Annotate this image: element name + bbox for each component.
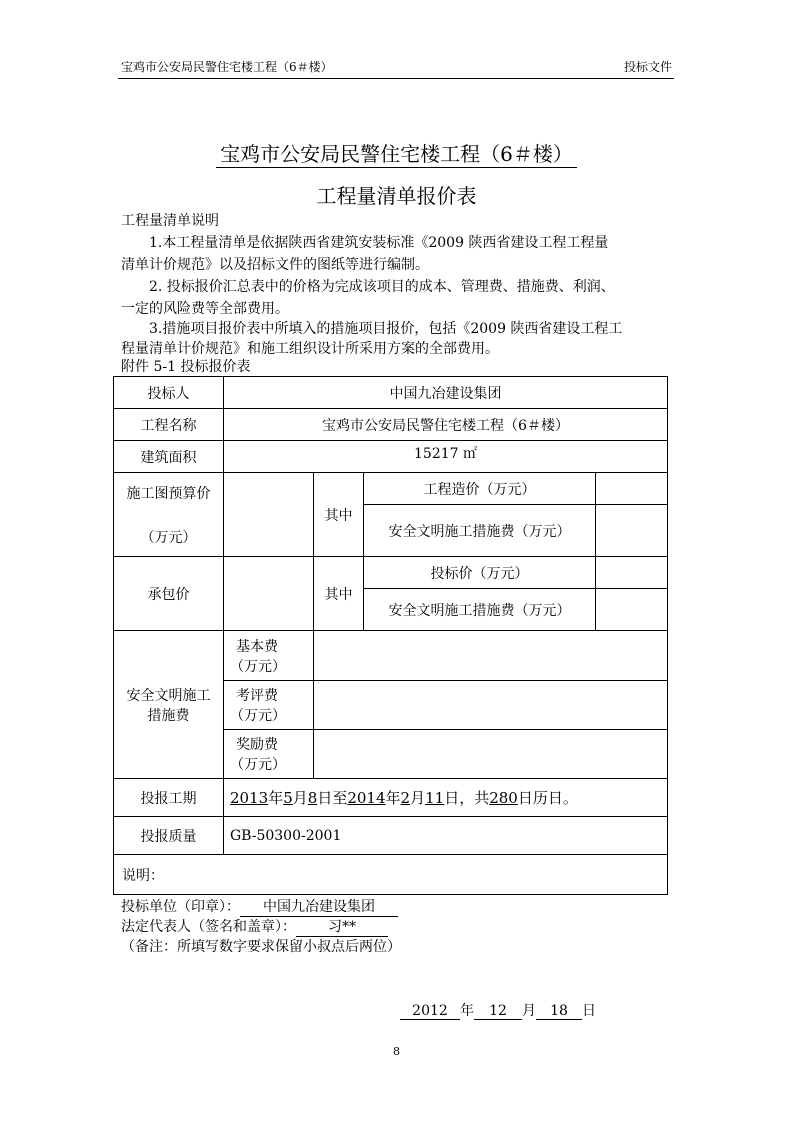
remark-label: 说明： [114,855,668,895]
reward-fee-label: 奖励费 （万元） [224,730,314,779]
representative-signature-line: 法定代表人（签名和盖章）： 习** [121,916,388,937]
note-2-line-1: 2. 投标报价汇总表中的价格为完成该项目的成本、管理费、措施费、利润、 [149,279,615,295]
budget-safety-label: 安全文明施工措施费（万元） [364,505,596,557]
bidder-unit-value: 中国九冶建设集团 [240,896,398,917]
area-value: 15217 ㎡ [224,441,668,473]
basic-fee-value [314,631,668,681]
table-row-basic-fee [114,631,668,681]
budget-value [224,473,314,557]
footer-note: （备注：所填写数字要求保留小叔点后两位） [121,939,401,955]
bidder-value: 中国九冶建设集团 [224,377,668,409]
bidprice-value [596,557,668,589]
note-3-line-2: 程量清单计价规范》和施工组织设计所采用方案的全部费用。 [121,341,499,357]
area-label: 建筑面积 [114,441,224,473]
project-label: 工程名称 [114,409,224,441]
eval-fee-label: 考评费 （万元） [224,681,314,730]
table-row-quality [114,817,668,855]
quality-label: 投报质量 [114,817,224,855]
table-row-bidder [114,377,668,409]
budget-label: 施工图预算价 （万元） [114,473,224,557]
table-row-remark [114,855,668,895]
note-1-line-1: 1.本工程量清单是依据陕西省建筑安装标准《2009 陕西省建设工程工程量 [149,235,609,251]
eval-fee-value [314,681,668,730]
header-title: 宝鸡市公安局民警住宅楼工程（6＃楼） [121,60,333,74]
quality-value: GB-50300-2001 [224,817,668,855]
safety-fee-label: 安全文明施工 措施费 [114,631,224,779]
table-row-area [114,441,668,473]
contract-value [224,557,314,631]
header-doc-type: 投标文件 [624,60,673,74]
bidder-label: 投标人 [114,377,224,409]
project-value: 宝鸡市公安局民警住宅楼工程（6＃楼） [224,409,668,441]
note-3-line-1: 3.措施项目报价表中所填入的措施项目报价，包括《2009 陕西省建设工程工 [149,321,623,337]
cost-value [596,473,668,505]
table-row-period [114,779,668,817]
basic-fee-label: 基本费 （万元） [224,631,314,681]
page-subtitle: 工程量清单报价表 [316,184,477,208]
header-divider [118,78,674,79]
page-number: 8 [393,1045,400,1058]
table-row-budget [114,473,668,505]
budget-among: 其中 [314,473,364,557]
table-row-project [114,409,668,441]
period-value: 2013年5月8日至2014年2月11日，共280日历日。 [224,779,668,817]
contract-among: 其中 [314,557,364,631]
annex-label: 附件 5-1 投标报价表 [121,359,251,375]
contract-safety-label: 安全文明施工措施费（万元） [364,589,596,631]
bidprice-label: 投标价（万元） [364,557,596,589]
table-row-contract [114,557,668,589]
bidder-signature-line: 投标单位（印章）： 中国九冶建设集团 [121,896,398,917]
contract-label: 承包价 [114,557,224,631]
period-label: 投报工期 [114,779,224,817]
note-1-line-2: 清单计价规范》以及招标文件的图纸等进行编制。 [121,257,429,273]
bid-price-table [113,376,668,895]
page-title: 宝鸡市公安局民警住宅楼工程（6＃楼） [0,138,793,167]
representative-value: 习** [296,916,388,937]
budget-safety-value [596,505,668,557]
notes-heading: 工程量清单说明 [121,213,219,229]
reward-fee-value [314,730,668,779]
contract-safety-value [596,589,668,631]
signature-date: 2012 年 12 月 18 日 [400,1000,596,1020]
cost-label: 工程造价（万元） [364,473,596,505]
note-2-line-2: 一定的风险费等全部费用。 [121,301,289,317]
